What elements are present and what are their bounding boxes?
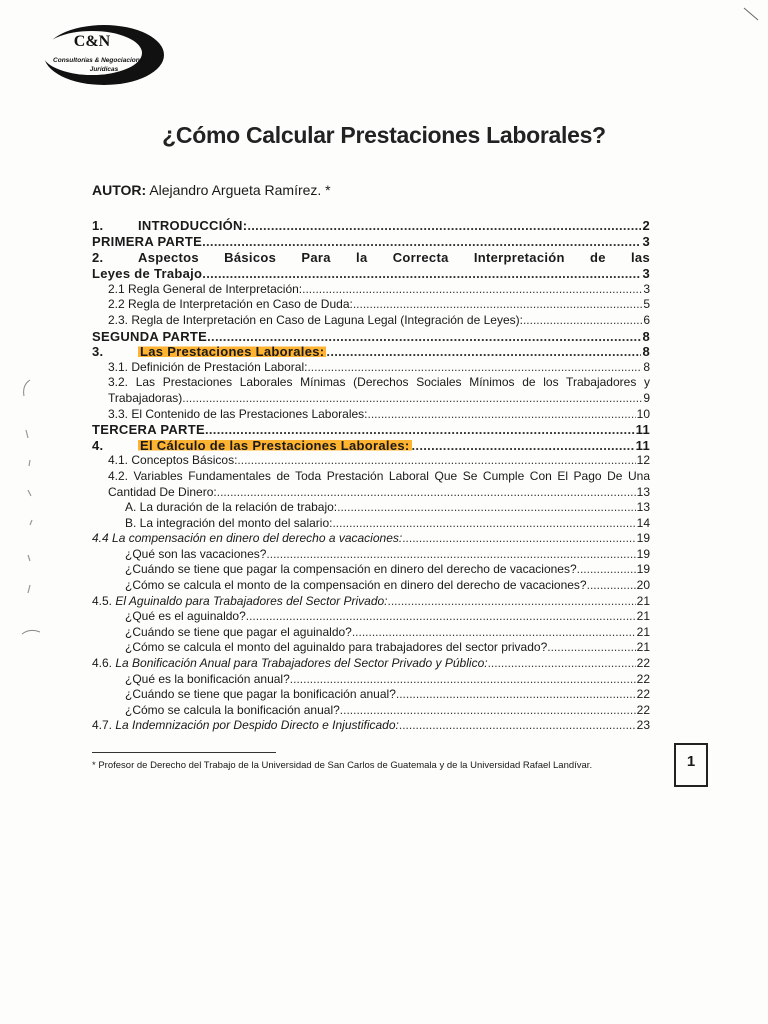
toc-entry-tercera-parte: TERCERA PARTE ..... 11 (92, 422, 650, 438)
toc-entry-4-5: 4.5. El Aguinaldo para Trabajadores del Sector Privado: ..... 21 (92, 594, 650, 610)
toc-entry-section-4: 4. El Cálculo de las Prestaciones Laborales: ..... 11 (92, 438, 650, 454)
author-line (92, 182, 331, 198)
toc-entry-introduction: 1. INTRODUCCIÓN: ..... 2 (92, 218, 650, 234)
toc-entry-4-6-a: ¿Qué es la bonificación anual? ..... 22 (92, 672, 650, 688)
toc-entry-3-3: 3.3. El Contenido de las Prestaciones Laborales: ..... 10 (92, 407, 650, 423)
toc-entry-4-5-c: ¿Cómo se calcula el monto del aguinaldo para trabajadores del sector privado? ..... 21 (92, 640, 650, 656)
toc-entry-2-3: 2.3. Regla de Interpretación en Caso de Laguna Legal (Integración de Leyes): ..... 6 (92, 313, 650, 329)
highlight-mark: Las Prestaciones Laborales: (140, 344, 325, 360)
toc-entry-4-6-c: ¿Cómo se calcula la bonificación anual? ..... 22 (92, 703, 650, 719)
author-name: Alejandro Argueta Ramírez. * (149, 182, 331, 198)
toc-entry-2-2: 2.2 Regla de Interpretación en Caso de Duda: ..... 5 (92, 297, 650, 313)
scan-margin-marks (8, 370, 48, 670)
author-label: AUTOR: (92, 182, 147, 198)
toc-entry-section-2: 2. Aspectos Básicos Para la Correcta Interpretación de las Leyes de Trabajo ..... 3 (92, 249, 650, 282)
footnote-separator (92, 752, 276, 753)
toc-entry-4-2-a: A. La duración de la relación de trabajo: ..... 13 (92, 500, 650, 516)
company-logo (42, 22, 166, 88)
table-of-contents (92, 218, 650, 734)
toc-entry-primera-parte: PRIMERA PARTE ..... 3 (92, 234, 650, 250)
toc-entry-3-2: 3.2. Las Prestaciones Laborales Mínimas (Derechos Sociales Mínimos de los Trabajadores y Trabajadoras) ..... 9 (92, 375, 650, 406)
toc-entry-4-2: 4.2. Variables Fundamentales de Toda Prestación Laboral Que Se Cumple Con El Pago De Una Cantidad De Dinero: ..... 13 (92, 469, 650, 500)
toc-entry-4-6-b: ¿Cuándo se tiene que pagar la bonificación anual? ..... 22 (92, 687, 650, 703)
svg-text:Consultorías & Negociaciones: Consultorías & Negociaciones (53, 57, 147, 64)
toc-entry-4-1: 4.1. Conceptos Básicos: ..... 12 (92, 453, 650, 469)
svg-text:C&N: C&N (73, 33, 111, 50)
scan-corner-mark (740, 4, 764, 24)
toc-entry-4-7: 4.7. La Indemnización por Despido Directo e Injustificado: ..... 23 (92, 718, 650, 734)
toc-entry-segunda-parte: SEGUNDA PARTE ..... 8 (92, 329, 650, 345)
toc-entry-4-4-c: ¿Cómo se calcula el monto de la compensación en dinero del derecho de vacaciones? ..... 20 (92, 578, 650, 594)
page-number: 1 (674, 743, 708, 787)
toc-entry-4-5-b: ¿Cuándo se tiene que pagar el aguinaldo? ..... 21 (92, 625, 650, 641)
toc-entry-2-1: 2.1 Regla General de Interpretación: ..... 3 (92, 282, 650, 298)
toc-entry-4-5-a: ¿Qué es el aguinaldo? ..... 21 (92, 609, 650, 625)
footnote: * Profesor de Derecho del Trabajo de la Universidad de San Carlos de Guatemala y de la Universidad Rafael Landívar. (92, 760, 593, 771)
svg-text:Jurídicas: Jurídicas (89, 66, 119, 73)
document-title: ¿Cómo Calcular Prestaciones Laborales? (162, 122, 606, 148)
toc-entry-section-3: 3. Las Prestaciones Laborales: ..... 8 (92, 344, 650, 360)
toc-entry-4-4-a: ¿Qué son las vacaciones? ..... 19 (92, 547, 650, 563)
toc-entry-4-4-b: ¿Cuándo se tiene que pagar la compensación en dinero del derecho de vacaciones? ..... 19 (92, 562, 650, 578)
toc-entry-4-2-b: B. La integración del monto del salario: ..... 14 (92, 516, 650, 532)
toc-entry-3-1: 3.1. Definición de Prestación Laboral: ..... 8 (92, 360, 650, 376)
toc-entry-4-6: 4.6. La Bonificación Anual para Trabajadores del Sector Privado y Público: ..... 22 (92, 656, 650, 672)
highlight-mark: El Cálculo de las Prestaciones Laborales: (140, 437, 410, 453)
toc-entry-4-4: 4.4 La compensación en dinero del derecho a vacaciones: ..... 19 (92, 531, 650, 547)
